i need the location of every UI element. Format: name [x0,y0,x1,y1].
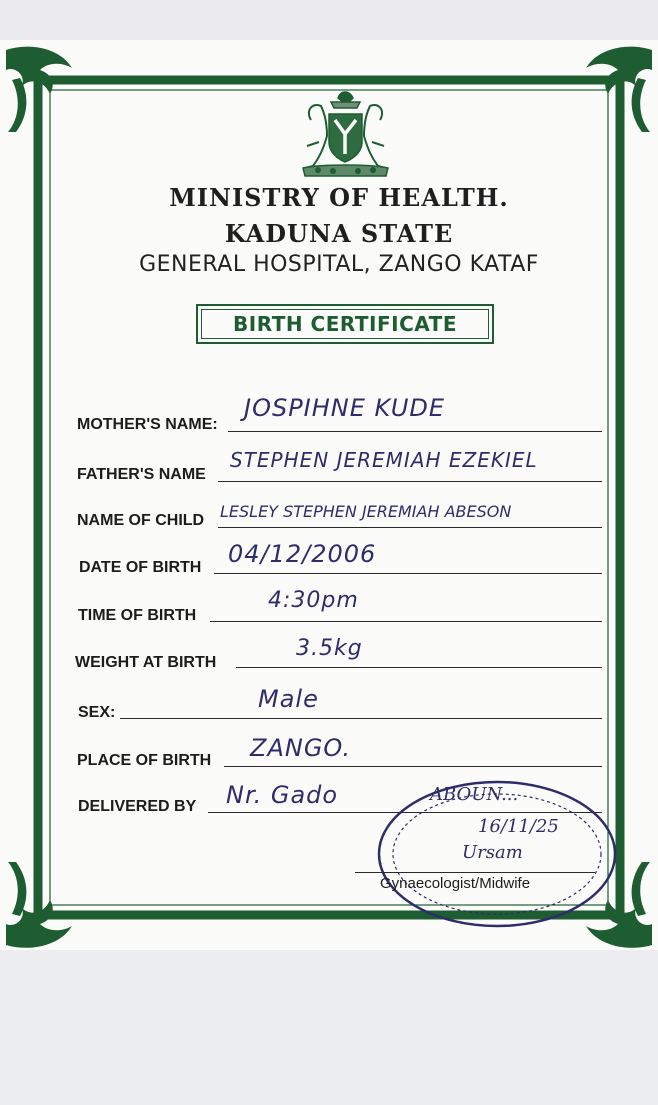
date-of-birth-label: DATE OF BIRTH [79,559,202,576]
coat-of-arms-emblem [283,80,408,180]
time-of-birth-value: 4:30pm [268,588,359,613]
mother-name-label: MOTHER'S NAME: [77,416,218,433]
top-strip [0,0,658,40]
stamp-date: 16/11/25 [478,816,559,837]
delivered-by-value: Nr. Gado [226,781,339,809]
stamp-top-text: ABOUN... [430,784,519,805]
father-name-value: STEPHEN JEREMIAH EZEKIEL [230,448,538,472]
ministry-title: MINISTRY OF HEALTH. [169,183,509,212]
certificate-title-box [196,304,494,344]
place-of-birth-label: PLACE OF BIRTH [77,752,212,769]
signature-label: Gynaecologist/Midwife [380,875,531,892]
place-of-birth-value: ZANGO. [250,734,351,762]
child-name-label: NAME OF CHILD [77,512,205,529]
signature-line [355,872,595,873]
child-name-value: LESLEY STEPHEN JEREMIAH ABESON [220,502,512,521]
place-of-birth-line [224,766,602,767]
weight-at-birth-line [236,667,602,668]
sex-line [120,718,602,719]
date-of-birth-value: 04/12/2006 [228,540,377,568]
mother-name-value: JOSPIHNE KUDE [244,394,446,422]
father-name-label: FATHER'S NAME [77,466,206,483]
weight-at-birth-label: WEIGHT AT BIRTH [75,654,217,671]
delivered-by-label: DELIVERED BY [78,798,197,815]
date-of-birth-line [214,573,602,574]
father-name-line [218,481,602,482]
blank-bottom-area [0,950,658,1105]
sex-label: SEX: [78,704,116,721]
sex-value: Male [258,685,319,713]
mother-name-line [228,431,602,432]
state-title: KADUNA STATE [224,219,454,248]
time-of-birth-label: TIME OF BIRTH [78,607,197,624]
weight-at-birth-value: 3.5kg [296,636,363,661]
certificate-title: BIRTH CERTIFICATE [201,309,489,339]
child-name-line [218,527,602,528]
stamp-signature: Ursam [462,842,523,863]
hospital-title: GENERAL HOSPITAL, ZANGO KATAF [139,252,539,277]
time-of-birth-line [210,621,602,622]
